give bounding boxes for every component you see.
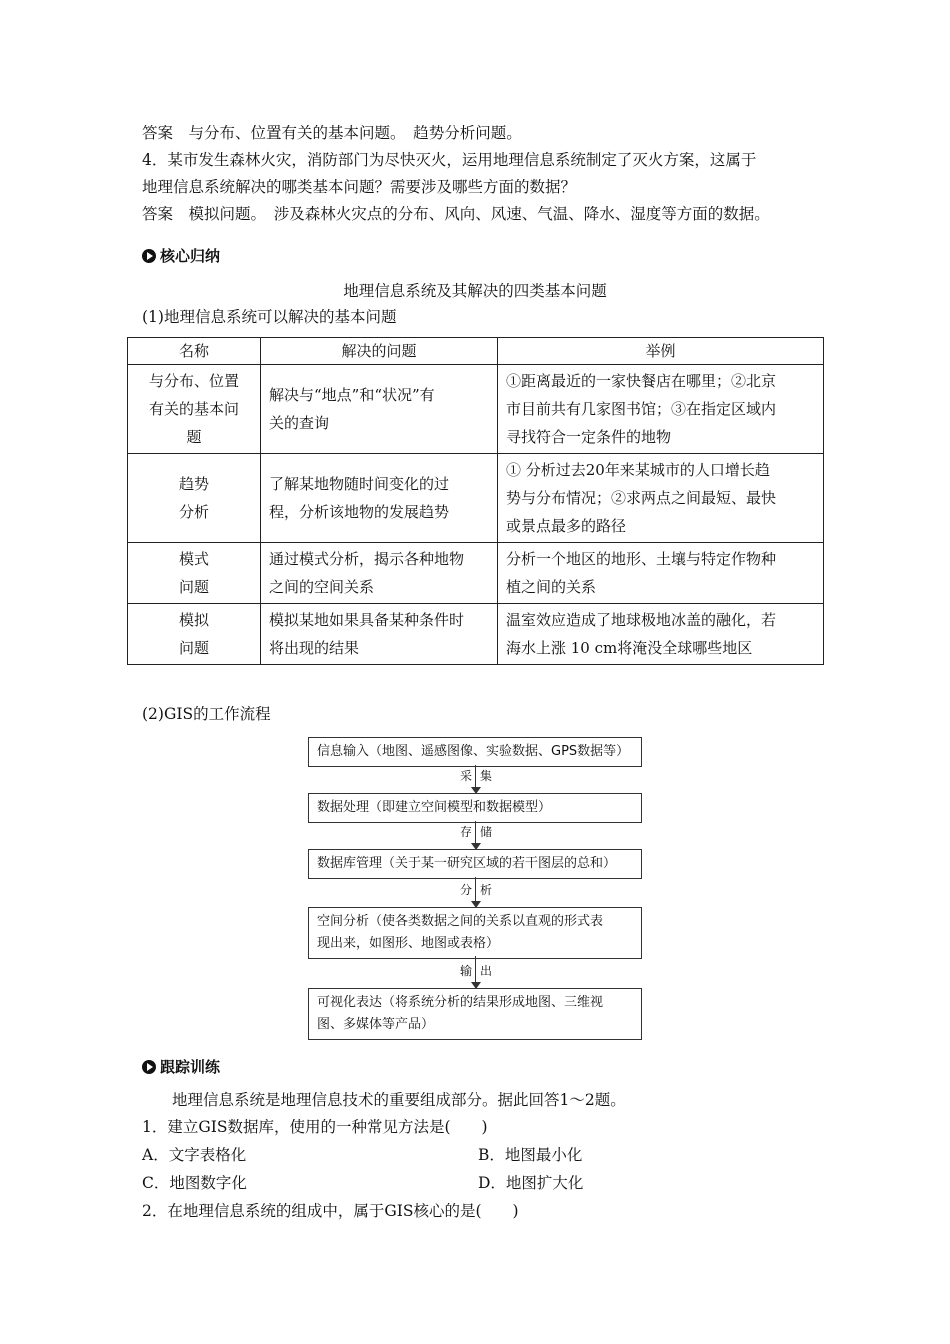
play-bullet-icon — [142, 1060, 156, 1074]
flow-box-processing: 数据处理（即建立空间模型和数据模型） — [308, 793, 642, 823]
row-problem: 解决与“地点”和“状况”有 关的查询 — [261, 365, 498, 454]
section-heading-core — [142, 245, 220, 267]
table-row — [128, 604, 824, 665]
flow-label: 分 — [460, 883, 473, 897]
row-name: 模拟 问题 — [128, 604, 261, 665]
option-b: B．地图最小化 — [478, 1146, 583, 1164]
question-4-line1: 4．某市发生森林火灾，消防部门为尽快灭火，运用地理信息系统制定了灭火方案，这属于 — [142, 151, 757, 169]
practice-intro: 地理信息系统是地理信息技术的重要组成部分。据此回答1～2题。 — [172, 1091, 626, 1109]
row-example: 分析一个地区的地形、土壤与特定作物种 植之间的关系 — [498, 543, 824, 604]
flow-label: 采 — [460, 769, 473, 783]
row-name: 趋势 分析 — [128, 454, 261, 543]
header-example: 举例 — [498, 338, 824, 365]
flow-connector — [475, 877, 476, 904]
flow-box-analysis: 空间分析（使各类数据之间的关系以直观的形式表 现出来，如图形、地图或表格） — [308, 907, 642, 959]
section-heading-label: 跟踪训练 — [160, 1058, 221, 1076]
flow-box-database: 数据库管理（关于某一研究区域的若干图层的总和） — [308, 849, 642, 879]
table-row — [128, 454, 824, 543]
play-bullet-icon — [142, 249, 156, 263]
row-example: 温室效应造成了地球极地冰盖的融化，若 海水上涨 10 cm将淹没全球哪些地区 — [498, 604, 824, 665]
row-problem: 模拟某地如果具备某种条件时 将出现的结果 — [261, 604, 498, 665]
gis-problems-table — [127, 337, 824, 665]
flow-title: (2)GIS的工作流程 — [142, 705, 271, 723]
question-4-line2: 地理信息系统解决的哪类基本问题？需要涉及哪些方面的数据？ — [142, 178, 577, 196]
question-2: 2．在地理信息系统的组成中，属于GIS核心的是( ) — [142, 1202, 519, 1220]
header-name: 名称 — [128, 338, 261, 365]
flow-label: 存 — [460, 825, 473, 839]
flow-box-input: 信息输入（地图、遥感图像、实验数据、GPS数据等） — [308, 737, 642, 767]
row-example: ① 分析过去20年来某城市的人口增长趋 势与分布情况；②求两点之间最短、最快 或景点最多的路径 — [498, 454, 824, 543]
answer-3: 答案 与分布、位置有关的基本问题。 趋势分析问题。 — [142, 124, 522, 142]
row-problem: 通过模式分析，揭示各种地物 之间的空间关系 — [261, 543, 498, 604]
section-title: 地理信息系统及其解决的四类基本问题 — [343, 282, 607, 300]
flow-box-visualization: 可视化表达（将系统分析的结果形成地图、三维视 图、多媒体等产品） — [308, 988, 642, 1040]
flow-label: 输 — [460, 964, 473, 978]
flow-label: 析 — [480, 883, 493, 897]
option-a: A．文字表格化 — [142, 1146, 247, 1164]
row-name: 模式 问题 — [128, 543, 261, 604]
section-heading-practice — [142, 1056, 220, 1078]
row-example: ①距离最近的一家快餐店在哪里；②北京 市目前共有几家图书馆；③在指定区域内 寻找符合一定条件的地物 — [498, 365, 824, 454]
option-c: C．地图数字化 — [142, 1174, 247, 1192]
option-d: D．地图扩大化 — [478, 1174, 584, 1192]
table-row — [128, 365, 824, 454]
flow-label: 储 — [480, 825, 493, 839]
table-header-row — [128, 338, 824, 365]
row-name: 与分布、位置 有关的基本问 题 — [128, 365, 261, 454]
flow-label: 出 — [480, 964, 493, 978]
flow-connector — [475, 956, 476, 985]
table-row — [128, 543, 824, 604]
section-heading-label: 核心归纳 — [160, 247, 221, 265]
table-caption: (1)地理信息系统可以解决的基本问题 — [142, 308, 397, 326]
question-1: 1．建立GIS数据库，使用的一种常见方法是( ) — [142, 1118, 488, 1136]
flow-label: 集 — [480, 769, 493, 783]
header-problem: 解决的问题 — [261, 338, 498, 365]
answer-4: 答案 模拟问题。 涉及森林火灾点的分布、风向、风速、气温、降水、湿度等方面的数据。 — [142, 205, 770, 223]
row-problem: 了解某地物随时间变化的过 程，分析该地物的发展趋势 — [261, 454, 498, 543]
